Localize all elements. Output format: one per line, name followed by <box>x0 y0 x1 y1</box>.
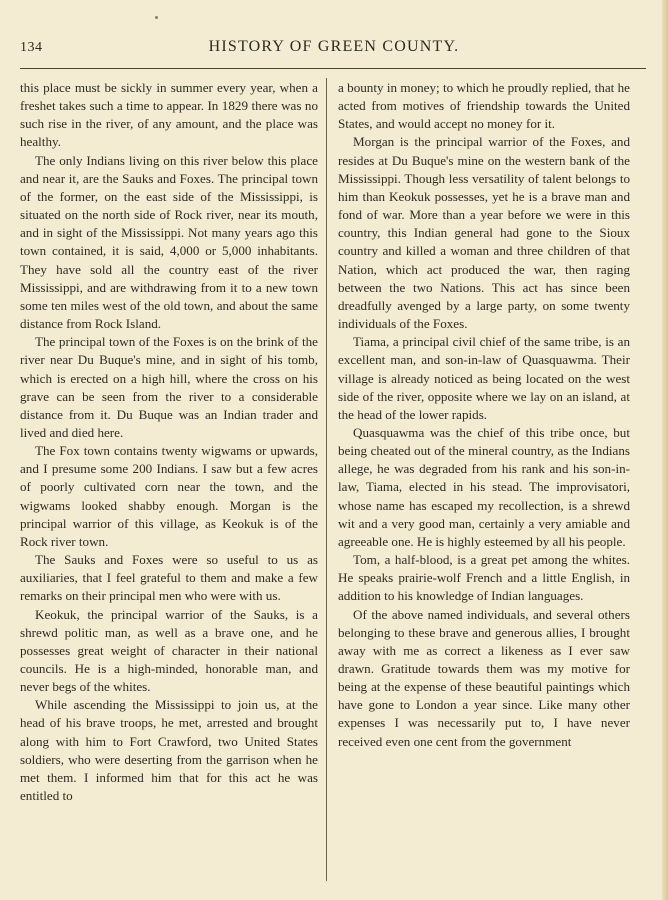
paragraph: a bounty in money; to which he proudly replied, that he acted from motives of friendship towards the United States, and would accept no money for it. <box>338 80 630 132</box>
page-number: 134 <box>20 40 43 55</box>
paragraph: this place must be sickly in summer every year, when a freshet takes such a time to appear. In 1829 there was no such rise in the river, of any amount, and the place was healthy. <box>20 80 318 150</box>
paragraph: The principal town of the Foxes is on the brink of the river near Du Buque's mine, and in sight of his tomb, which is erected on a high hill, where the cross on his grave can be seen from the river to a considerable distance from it. Du Buque was an Indian trader and lived and died here. <box>20 334 318 440</box>
left-column <box>20 79 318 805</box>
right-column <box>338 79 630 751</box>
header-rule <box>20 68 646 69</box>
paragraph: The only Indians living on this river below this place and near it, are the Sauks and Foxes. The principal town of the former, on the east side of the Mississippi, is situated on the north side of Rock river, near its mouth, and in sight of the Mississippi. Not many years ago this town contained, it is said, 4,000 or 5,000 inhabitants. They have sold all the country east of the river Mississippi, and are withdrawing from it to a new town some ten miles west of the old town, and about the same distance from Rock Island. <box>20 152 318 332</box>
paragraph: Quasquawma was the chief of this tribe once, but being cheated out of the mineral country, as the Indians allege, he was degraded from his rank and his son-in-law, Tiama, elected in his stead. The improvisatori, whose name has escaped my recollection, is a shrewd wit and a very good man, certainly a very amiable and agreeable one. He is highly esteemed by all his people. <box>338 424 630 549</box>
paragraph: Keokuk, the principal warrior of the Sauks, is a shrewd politic man, as well as a brave one, and he possesses great weight of character in their national councils. He is a high-minded, honorable man, and never begs of the whites. <box>20 606 318 695</box>
column-divider <box>326 78 327 881</box>
paragraph: Morgan is the principal warrior of the Foxes, and resides at Du Buque's mine on the western bank of the Mississippi. Though less versatility of talent belongs to him than Keokuk possesses, yet he is a brave man and fond of war. More than a year before we were in this country, this Indian general had gone to the Sioux country and killed a woman and three children of that Nation, which act produced the war, then raging between the two Nations. This act has since been dreadfully avenged by a large party, on some twenty individuals of the Foxes. <box>338 134 630 332</box>
paragraph: Tom, a half-blood, is a great pet among the whites. He speaks prairie-wolf French and a little English, in addition to his knowledge of Indian languages. <box>338 552 630 604</box>
running-head: HISTORY OF GREEN COUNTY. <box>208 38 460 55</box>
paper-speck <box>155 16 158 19</box>
paragraph: Of the above named individuals, and several others belonging to these brave and generous allies, I brought away with me as correct a likeness as I ever saw drawn. Gratitude towards them was my motive for being at the expense of these beautiful paintings which have gone to London a year since. Like many other expenses I was necessarily put to, I have never received even one cent from the government <box>338 606 630 749</box>
page-edge <box>662 0 668 900</box>
paragraph: The Sauks and Foxes were so useful to us as auxiliaries, that I feel grateful to them and make a few remarks on their principal men who were with us. <box>20 552 318 604</box>
paragraph: The Fox town contains twenty wigwams or upwards, and I presume some 200 Indians. I saw but a few acres of poorly cultivated corn near the town, and the wigwams looked shabby enough. Morgan is the principal warrior of this village, as Keokuk is of the Rock river town. <box>20 443 318 549</box>
paragraph: While ascending the Mississippi to join us, at the head of his brave troops, he met, arrested and brought along with him to Fort Crawford, two United States soldiers, who were deserting from the garrison when he met them. I informed him that for this act he was entitled to <box>20 697 318 804</box>
paragraph: Tiama, a principal civil chief of the same tribe, is an excellent man, and son-in-law of Quasquawma. Their village is already noticed as being located on the west side of the river, opposite where we lay on an island, at the head of the lower rapids. <box>338 334 630 422</box>
